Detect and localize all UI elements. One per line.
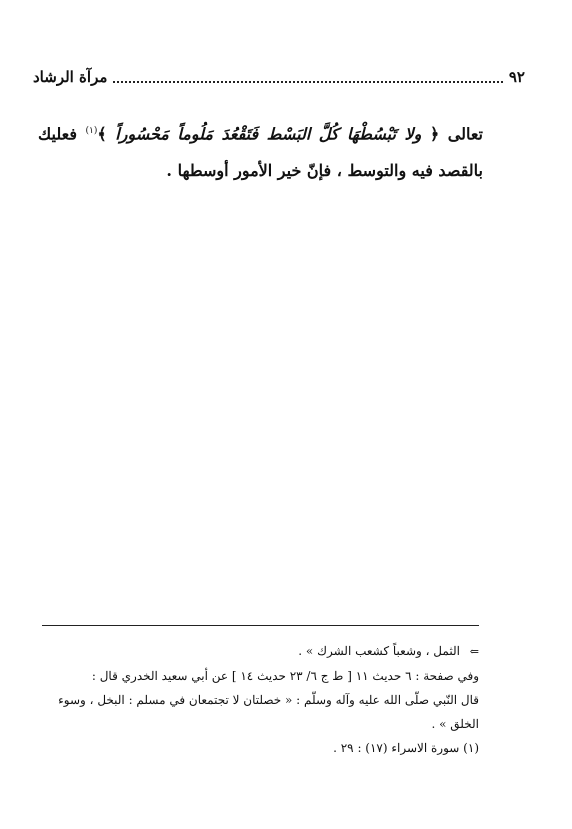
quran-close-bracket: ﴾ (97, 124, 107, 144)
quran-verse: ولا تَبْسُطْهَا كُلَّ البَسْط فَتَقْعُدَ مَلُوماً مَحْسُوراً (115, 124, 422, 144)
footnote-hadith-line-2: الخلق » . (431, 717, 479, 731)
quran-open-bracket: ﴿ (429, 124, 440, 144)
continuation-arrow-icon: ⇐ (469, 645, 479, 658)
main-text (38, 113, 483, 189)
footnote-separator (42, 625, 479, 626)
page-number: ٩٢ (508, 68, 525, 86)
footnotes-section (42, 640, 479, 761)
running-header (33, 66, 525, 88)
line1-prefix: تعالى (447, 124, 483, 144)
footnote-reference-line: وفي صفحة : ٦ حديث ١١ [ ط ج ٦/ ٢٣ حديث ١٤ ] عن أبي سعيد الخدري قال : (91, 669, 479, 683)
line2-text: فيه والتوسط ، فإنّ خير الأمور أوسطها . (166, 161, 433, 181)
line1-suffix: فعليك بالقصد (38, 124, 483, 181)
footnote-hadith-line-1: قال النّبي صلّى الله عليه وآله وسلّم : « خصلتان لا تجتمعان في مسلم : البخل ، وسوء (58, 693, 479, 707)
footnote-1: (١) سورة الاسراء (١٧) : ٢٩ . (333, 741, 479, 755)
continuation-text: الثمل ، وشعباً كشعب الشرك » . (298, 644, 460, 658)
body-paragraph (38, 113, 483, 189)
footnote-reference: (١) (85, 126, 98, 136)
header-leader-dots (113, 81, 502, 83)
running-title: مرآة الرشاد (33, 68, 108, 86)
footnote-continuation (42, 640, 479, 663)
